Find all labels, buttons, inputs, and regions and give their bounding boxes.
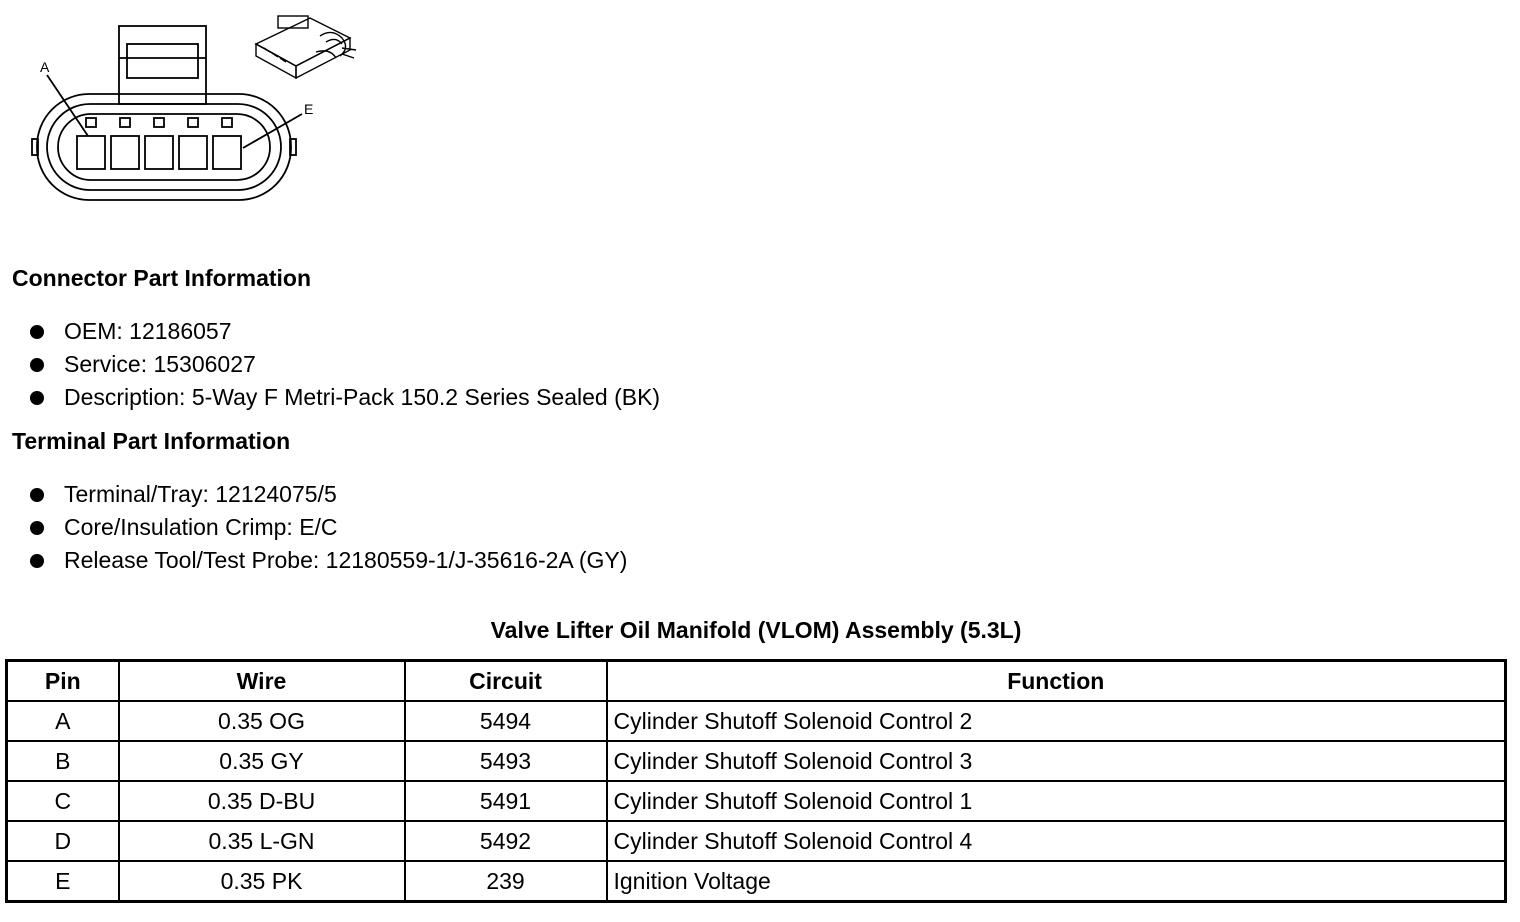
cell-circuit: 5494 xyxy=(405,701,607,741)
list-item-text: OEM: 12186057 xyxy=(64,318,232,344)
cell-circuit: 5491 xyxy=(405,781,607,821)
bullet-icon xyxy=(30,521,44,535)
connector-latch xyxy=(119,26,206,104)
pin-e-label: E xyxy=(304,101,314,117)
table-row xyxy=(7,821,1506,861)
list-item-text: Core/Insulation Crimp: E/C xyxy=(64,514,338,540)
cell-function: Ignition Voltage xyxy=(607,861,1506,902)
table-row xyxy=(7,741,1506,781)
list-item-text: Description: 5-Way F Metri-Pack 150.2 Series Sealed (BK) xyxy=(64,384,661,410)
list-item xyxy=(28,478,627,511)
cell-pin: B xyxy=(7,741,119,781)
bullet-icon xyxy=(30,488,44,502)
cell-pin: C xyxy=(7,781,119,821)
cell-circuit: 239 xyxy=(405,861,607,902)
bullet-icon xyxy=(30,325,44,339)
table-row xyxy=(7,861,1506,902)
cell-function: Cylinder Shutoff Solenoid Control 1 xyxy=(607,781,1506,821)
bullet-icon xyxy=(30,358,44,372)
connector-diagram xyxy=(20,8,370,208)
list-item xyxy=(28,544,627,577)
header-function: Function xyxy=(607,661,1506,702)
list-item xyxy=(28,511,627,544)
connector-body xyxy=(37,94,291,200)
cell-pin: E xyxy=(7,861,119,902)
table-header-row xyxy=(7,661,1506,702)
cell-wire: 0.35 OG xyxy=(119,701,405,741)
table-row xyxy=(7,701,1506,741)
cell-circuit: 5492 xyxy=(405,821,607,861)
terminal-cavities xyxy=(77,118,241,169)
header-wire: Wire xyxy=(119,661,405,702)
cell-wire: 0.35 L-GN xyxy=(119,821,405,861)
list-item-text: Release Tool/Test Probe: 12180559-1/J-35616-2A (GY) xyxy=(64,547,628,573)
terminal-part-list xyxy=(28,478,627,577)
cell-wire: 0.35 D-BU xyxy=(119,781,405,821)
header-pin: Pin xyxy=(7,661,119,702)
connector-isometric-view xyxy=(256,16,356,78)
connector-part-heading: Connector Part Information xyxy=(12,265,312,291)
list-item xyxy=(28,315,660,348)
bullet-icon xyxy=(30,391,44,405)
table-row xyxy=(7,781,1506,821)
cell-function: Cylinder Shutoff Solenoid Control 4 xyxy=(607,821,1506,861)
terminal-part-heading: Terminal Part Information xyxy=(12,428,291,454)
table-title: Valve Lifter Oil Manifold (VLOM) Assembly (5.3L) xyxy=(490,617,1022,643)
list-item-text: Terminal/Tray: 12124075/5 xyxy=(64,481,337,507)
bullet-icon xyxy=(30,554,44,568)
list-item-text: Service: 15306027 xyxy=(64,351,256,377)
header-circuit: Circuit xyxy=(405,661,607,702)
cell-wire: 0.35 GY xyxy=(119,741,405,781)
cell-function: Cylinder Shutoff Solenoid Control 2 xyxy=(607,701,1506,741)
connector-part-list xyxy=(28,315,660,414)
pinout-table xyxy=(5,659,1507,903)
cell-function: Cylinder Shutoff Solenoid Control 3 xyxy=(607,741,1506,781)
list-item xyxy=(28,381,660,414)
pin-a-label: A xyxy=(40,59,50,75)
cell-circuit: 5493 xyxy=(405,741,607,781)
list-item xyxy=(28,348,660,381)
cell-wire: 0.35 PK xyxy=(119,861,405,902)
cell-pin: A xyxy=(7,701,119,741)
cell-pin: D xyxy=(7,821,119,861)
